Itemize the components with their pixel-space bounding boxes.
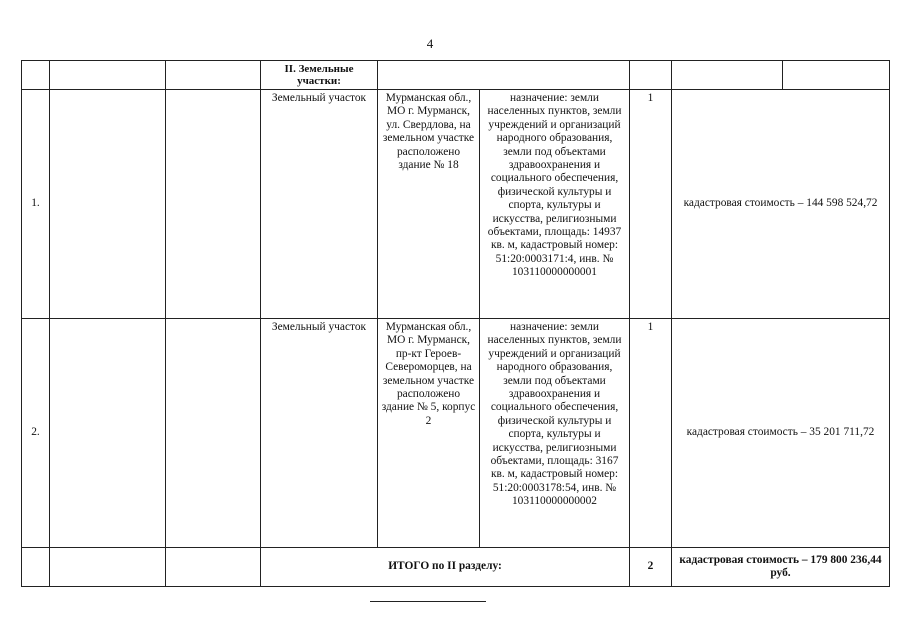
page-number: 4 — [426, 36, 434, 51]
cell-empty — [166, 319, 261, 548]
cell-empty — [22, 61, 50, 90]
object-characteristics: назначение: земли населенных пунктов, земли учреждений и организаций народного образования, земли под объектами здравоохранения и социального обеспечения, физической культуры и спорта, культуры и искусства, религиозными объектами, площадь: 3167 кв. м, кадастровый номер: 51:20:0003178:54, инв. № 103110000000002 — [480, 319, 630, 548]
table-row — [22, 90, 890, 319]
cell-empty — [50, 61, 166, 90]
table-row — [22, 319, 890, 548]
cell-empty — [166, 61, 261, 90]
section-title: II. Земельные участки: — [261, 61, 378, 90]
cell-empty — [50, 90, 166, 319]
property-table — [21, 60, 890, 587]
cell-empty — [22, 548, 50, 587]
cell-empty — [672, 61, 890, 90]
object-address: Мурманская обл., МО г. Мурманск, пр-кт Героев-Североморцев, на земельном участке расположено здание № 5, корпус 2 — [378, 319, 480, 548]
total-row — [22, 548, 890, 587]
row-number: 2. — [22, 319, 50, 548]
object-quantity: 1 — [630, 90, 672, 319]
total-label: ИТОГО по II разделу: — [261, 548, 630, 587]
object-quantity: 1 — [630, 319, 672, 548]
cell-empty — [50, 548, 166, 587]
cell-empty — [630, 61, 672, 90]
cadastral-cost: кадастровая стоимость – 144 598 524,72 — [672, 90, 890, 319]
total-quantity: 2 — [630, 548, 672, 587]
cell-empty — [166, 90, 261, 319]
footer-rule — [370, 601, 486, 602]
object-address: Мурманская обл., МО г. Мурманск, ул. Свердлова, на земельном участке расположено здание № 18 — [378, 90, 480, 319]
total-cost: кадастровая стоимость – 179 800 236,44 руб. — [672, 548, 890, 587]
object-name: Земельный участок — [261, 319, 378, 548]
cadastral-cost: кадастровая стоимость – 35 201 711,72 — [672, 319, 890, 548]
cell-empty — [166, 548, 261, 587]
row-number: 1. — [22, 90, 50, 319]
cell-empty — [50, 319, 166, 548]
cell-empty — [378, 61, 630, 90]
object-characteristics: назначение: земли населенных пунктов, земли учреждений и организаций народного образования, земли под объектами здравоохранения и социального обеспечения, физической культуры и спорта, культуры и искусства, религиозными объектами, площадь: 14937 кв. м, кадастровый номер: 51:20:0003171:4, инв. № 103110000000001 — [480, 90, 630, 319]
section-header-row — [22, 61, 890, 90]
object-name: Земельный участок — [261, 90, 378, 319]
